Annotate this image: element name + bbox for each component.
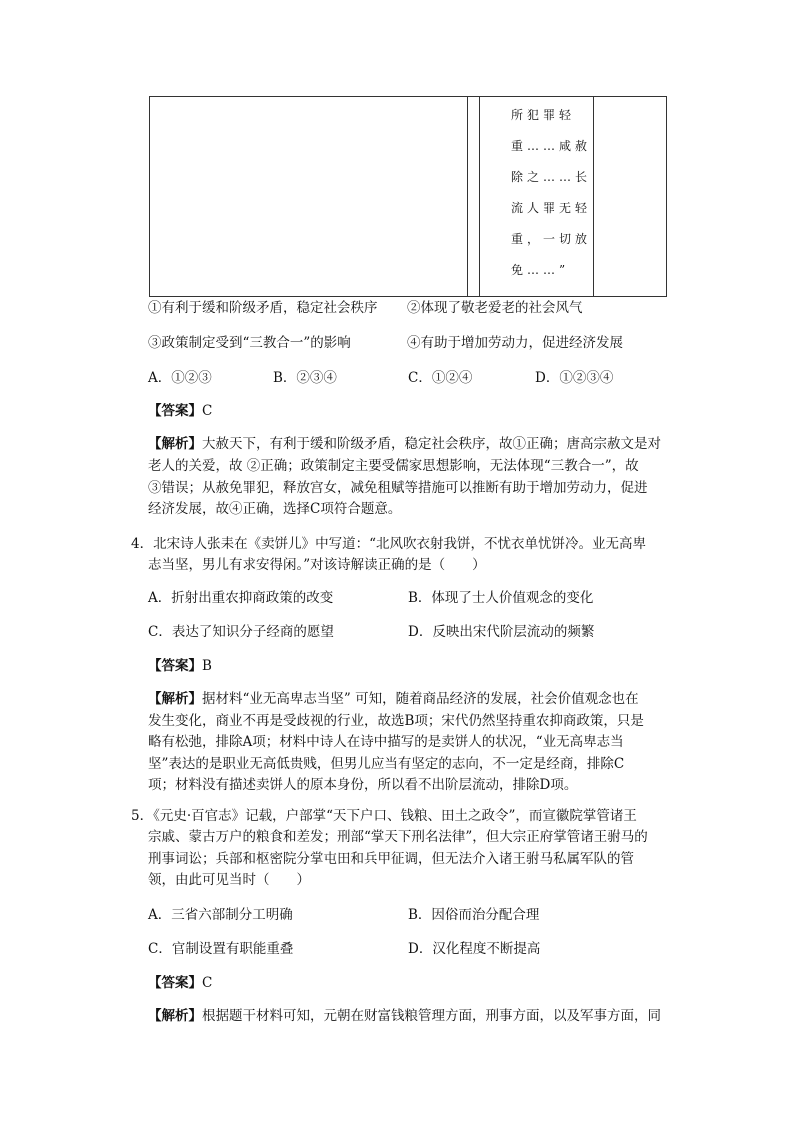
analysis-text: 大赦天下，有利于缓和阶级矛盾，稳定社会秩序，故①正确；唐高宗赦文是对	[202, 436, 661, 452]
table-cell-line: 重……咸赦	[511, 139, 592, 153]
table-divider	[467, 97, 468, 296]
q4-stem-line: 4．北宋诗人张耒在《卖饼儿》中写道：“北风吹衣射我饼，不忧衣单忧饼冷。业无高卑	[131, 536, 646, 552]
q3-statement-3: ③政策制定受到“三教合一”的影响	[148, 335, 351, 351]
q3-choice-b[interactable]: B．②③④	[273, 370, 337, 386]
analysis-label: 【解析】	[148, 436, 202, 452]
answer-label: 【答案】	[148, 975, 202, 991]
table-divider	[593, 97, 594, 296]
q3-statement-2: ②体现了敬老爱老的社会风气	[407, 300, 583, 316]
q3-choice-c[interactable]: C．①②④	[408, 370, 473, 386]
edict-table	[149, 96, 667, 297]
q4-choice-a[interactable]: A．折射出重农抑商政策的改变	[148, 590, 334, 606]
q3-analysis-line: 老人的关爱，故 ②正确；政策制定主要受儒家思想影响，无法体现“三教合一”，故	[148, 458, 639, 474]
table-cell-line: 重，一切放	[511, 232, 592, 246]
table-cell-line: 免……”	[511, 263, 570, 277]
q4-analysis-line: 坚”表达的是职业无高低贵贱，但男儿应当有坚定的志向，不一定是经商，排除C	[148, 756, 625, 772]
q3-choice-d[interactable]: D．①②③④	[535, 370, 614, 386]
q4-analysis-line: 发生变化，商业不再是受歧视的行业，故选B项；宋代仍然坚持重农抑商政策，只是	[148, 713, 644, 729]
q5-choice-d[interactable]: D．汉化程度不断提高	[408, 941, 541, 957]
table-cell-line: 流人罪无轻	[511, 201, 592, 215]
q5-stem-line: 领，由此可见当时（ ）	[148, 872, 310, 888]
answer-value: B	[202, 658, 212, 674]
analysis-text: 根据题干材料可知，元朝在财富钱粮管理方面，刑事方面，以及军事方面，同	[202, 1008, 661, 1024]
q5-choice-b[interactable]: B．因俗而治分配合理	[408, 907, 540, 923]
q3-analysis-line: 经济发展，故④正确，选择C项符合题意。	[148, 501, 402, 517]
table-divider	[479, 97, 480, 296]
answer-value: C	[202, 975, 213, 991]
q5-choice-c[interactable]: C．官制设置有职能重叠	[148, 941, 294, 957]
q4-choice-c[interactable]: C．表达了知识分子经商的愿望	[148, 624, 334, 640]
analysis-label: 【解析】	[148, 691, 202, 707]
table-cell-line: 除之……长	[511, 170, 592, 184]
q5-stem-line: 宗戚、蒙古万户的粮食和差发；刑部“掌天下刑名法律”，但大宗正府掌管诸王驸马的	[148, 829, 648, 845]
table-cell-line: 所犯罪轻	[511, 108, 576, 122]
q3-statement-1: ①有利于缓和阶级矛盾，稳定社会秩序	[148, 300, 378, 316]
q4-analysis-line	[148, 691, 639, 708]
answer-label: 【答案】	[148, 658, 202, 674]
analysis-text: 据材料“业无高卑志当坚” 可知，随着商品经济的发展，社会价值观念也在	[202, 691, 639, 707]
q5-answer	[148, 975, 212, 992]
q3-choice-a[interactable]: A．①②③	[148, 370, 212, 386]
q3-statement-4: ④有助于增加劳动力，促进经济发展	[407, 335, 623, 351]
q4-choice-d[interactable]: D．反映出宋代阶层流动的频繁	[408, 624, 595, 640]
q4-analysis-line: 项；材料没有描述卖饼人的原本身份，所以看不出阶层流动，排除D项。	[148, 777, 578, 793]
q4-answer	[148, 658, 212, 675]
answer-value: C	[202, 403, 213, 419]
q3-answer	[148, 403, 212, 420]
q4-stem-line: 志当坚，男儿有求安得闲。”对该诗解读正确的是（ ）	[148, 557, 486, 573]
q5-stem-line: 5．《元史·百官志》记载，户部掌“天下户口、钱粮、田土之政令”，而宣徽院掌管诸王	[131, 808, 637, 824]
analysis-label: 【解析】	[148, 1008, 202, 1024]
q4-analysis-line: 略有松弛，排除A项；材料中诗人在诗中描写的是卖饼人的状况，“业无高卑志当	[148, 734, 624, 750]
q3-analysis-line	[148, 436, 661, 453]
q5-stem-line: 刑事词讼；兵部和枢密院分掌屯田和兵甲征调，但无法介入诸王驸马私属军队的管	[148, 851, 634, 867]
q3-analysis-line: ③错误；从赦免罪犯，释放宫女，减免租赋等措施可以推断有助于增加劳动力，促进	[148, 480, 648, 496]
q4-choice-b[interactable]: B．体现了士人价值观念的变化	[408, 590, 594, 606]
answer-label: 【答案】	[148, 403, 202, 419]
q5-analysis-line	[148, 1008, 661, 1025]
q5-choice-a[interactable]: A．三省六部制分工明确	[148, 907, 293, 923]
